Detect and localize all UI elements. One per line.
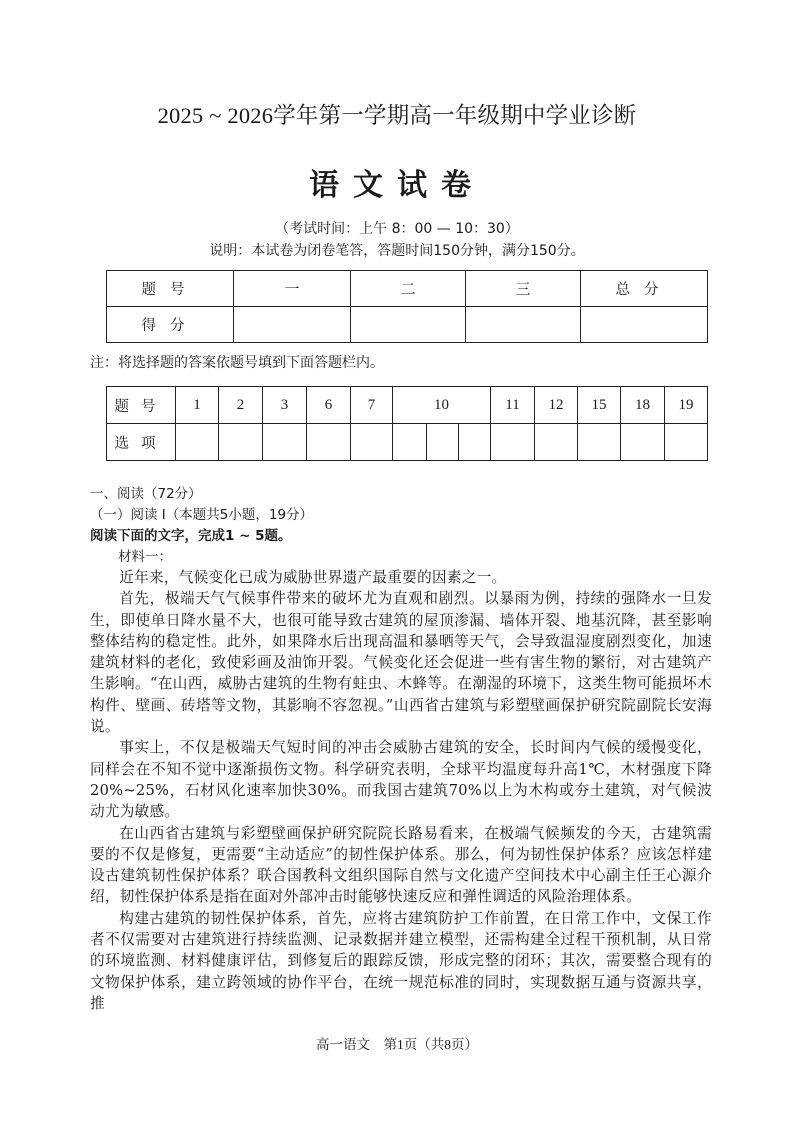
exam-title: 2025 ~ 2026学年第一学期高一年级期中学业诊断 <box>157 103 637 128</box>
question-number: 1 <box>176 387 219 424</box>
question-number-label: 题号 <box>107 271 234 307</box>
question-number: 15 <box>578 387 621 424</box>
score-table-score-row <box>107 307 708 343</box>
passage <box>90 567 712 1014</box>
answer-cell[interactable] <box>459 424 491 461</box>
score-cell-1[interactable] <box>234 307 351 343</box>
score-cell-total[interactable] <box>581 307 708 343</box>
question-number: 7 <box>351 387 393 424</box>
paragraph: 构建古建筑的韧性保护体系，首先，应将古建筑防护工作前置，在日常工作中，文保工作者不仅需要对古建筑进行持续监测、记录数据并建立模型，还需构建全过程干预机制，从日常的环境监测、材料健康评估，到修复后的跟踪反馈，形成完整的闭环；其次，需要整合现有的文物保护体系，建立跨领域的协作平台，在统一规范标准的同时，实现数据互通与资源共享，推 <box>90 909 712 1012</box>
page-footer: 高一语文 第1页（共8页） <box>316 1037 478 1052</box>
answer-table <box>106 386 708 461</box>
answer-cell[interactable] <box>393 424 427 461</box>
answer-cell[interactable] <box>535 424 578 461</box>
score-table-header-row <box>107 271 708 307</box>
score-label: 得分 <box>107 307 234 343</box>
score-column-2: 二 <box>351 271 466 307</box>
question-number: 2 <box>219 387 263 424</box>
answer-cell[interactable] <box>578 424 621 461</box>
score-cell-3[interactable] <box>466 307 581 343</box>
score-column-1: 一 <box>234 271 351 307</box>
reading-instruction: 阅读下面的文字，完成1 ~ 5题。 <box>90 528 292 544</box>
score-column-total: 总分 <box>581 271 708 307</box>
sub-heading: （一）阅读 I（本题共5小题，19分） <box>90 507 314 523</box>
score-table <box>106 270 708 343</box>
material-label: 材料一： <box>118 549 172 565</box>
question-number: 3 <box>263 387 307 424</box>
part-heading: 一、阅读（72分） <box>90 486 202 502</box>
answer-note: 注：将选择题的答案依题号填到下面答题栏内。 <box>90 355 384 371</box>
answer-table-option-row <box>107 424 708 461</box>
subject-title: 语文试卷 <box>309 168 485 203</box>
question-number: 6 <box>307 387 351 424</box>
answer-cell[interactable] <box>351 424 393 461</box>
question-number-label: 题号 <box>107 387 176 424</box>
question-number: 19 <box>665 387 708 424</box>
answer-cell[interactable] <box>665 424 708 461</box>
question-number: 10 <box>393 387 491 424</box>
answer-cell[interactable] <box>307 424 351 461</box>
answer-table-header-row <box>107 387 708 424</box>
paragraph: 首先，极端天气气候事件带来的破坏尤为直观和剧烈。以暴雨为例，持续的强降水一旦发生，即使单日降水量不大，也很可能导致古建筑的屋顶渗漏、墙体开裂、地基沉降，甚至影响整体结构的稳定性。此外，如果降水后出现高温和暴晒等天气，会导致温湿度剧烈变化，加速建筑材料的老化，致使彩画及油饰开裂。气候变化还会促进一些有害生物的繁衍，对古建筑产生影响。“在山西，威胁古建筑的生物有蛀虫、木蜂等。在潮湿的环境下，这类生物可能损坏木构件、壁画、砖塔等文物，其影响不容忽视。”山西省古建筑与彩塑壁画保护研究院副院长安海说。 <box>90 590 712 736</box>
answer-cell[interactable] <box>176 424 219 461</box>
paragraph: 在山西省古建筑与彩塑壁画保护研究院院长路易看来，在极端气候频发的今天，古建筑需要的不仅是修复，更需要“主动适应”的韧性保护体系。那么，何为韧性保护体系？应该怎样建设古建筑韧性保护体系？联合国教科文组织国际自然与文化遗产空间技术中心副主任王心源介绍，韧性保护体系是指在面对外部冲击时能够快速反应和弹性调适的风险治理体系。 <box>90 824 712 906</box>
answer-cell[interactable] <box>621 424 665 461</box>
paragraph: 近年来，气候变化已成为威胁世界遗产最重要的因素之一。 <box>119 569 507 586</box>
exam-description: 说明：本试卷为闭卷笔答，答题时间150分钟，满分150分。 <box>209 243 585 259</box>
score-column-3: 三 <box>466 271 581 307</box>
exam-time: （考试时间：上午 8：00 — 10：30） <box>275 221 519 237</box>
question-number: 12 <box>535 387 578 424</box>
answer-cell[interactable] <box>491 424 535 461</box>
question-number: 18 <box>621 387 665 424</box>
answer-cell[interactable] <box>219 424 263 461</box>
paragraph: 事实上，不仅是极端天气短时间的冲击会威胁古建筑的安全，长时间内气候的缓慢变化，同样会在不知不觉中逐渐损伤文物。科学研究表明，全球平均温度每升高1℃，木材强度下降20%~25%，石材风化速率加快30%。而我国古建筑70%以上为木构或夯土建筑，对气候波动尤为敏感。 <box>90 739 712 821</box>
answer-cell[interactable] <box>263 424 307 461</box>
option-label: 选项 <box>107 424 176 461</box>
score-cell-2[interactable] <box>351 307 466 343</box>
answer-cell[interactable] <box>427 424 459 461</box>
question-number: 11 <box>491 387 535 424</box>
